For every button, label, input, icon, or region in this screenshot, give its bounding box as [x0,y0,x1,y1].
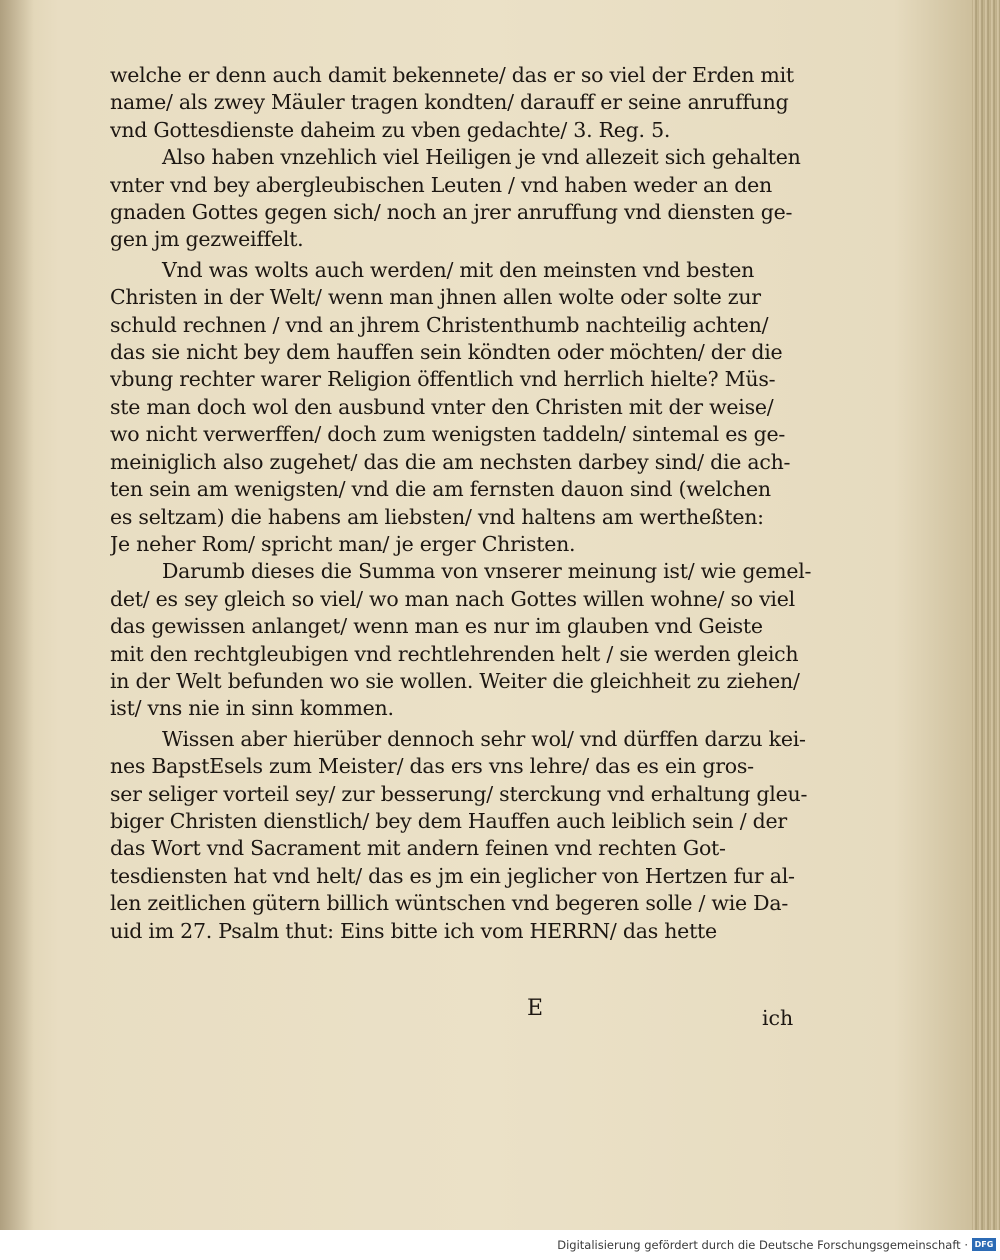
signature-mark: E [527,996,544,1021]
text-line: das Wort vnd Sacrament mit andern feinen vnd rechten Got- [110,836,726,861]
text-line: ste man doch wol den ausbund vnter den Christen mit der weise/ [110,394,774,419]
footer-bar [0,1230,1000,1260]
text-line: wo nicht verwerffen/ doch zum wenigsten taddeln/ sintemal es ge- [110,422,786,447]
text-line: biger Christen dienstlich/ bey dem Hauffen auch leiblich sein / der [110,808,787,833]
text-line: uid im 27. Psalm thut: Eins bitte ich vom HERRN/ das hette [110,918,717,943]
text-line: welche er denn auch damit bekennete/ das er so viel der Erden mit [110,63,794,87]
text-line: vbung rechter warer Religion öffentlich vnd herrlich hielte? Müs- [110,367,776,392]
text-line: Wissen aber hierüber dennoch sehr wol/ vnd dürffen darzu kei- [162,726,806,751]
text-line: nes BapstEsels zum Meister/ das ers vns lehre/ das es ein gros- [110,754,754,779]
funding-credit: Digitalisierung gefördert durch die Deutsche Forschungsgemeinschaft · [557,1238,968,1252]
text-line: das sie nicht bey dem hauffen sein köndten oder möchten/ der die [110,340,783,365]
text-line: det/ es sey gleich so viel/ wo man nach Gottes willen wohne/ so viel [110,586,795,611]
dfg-logo-icon: DFG [972,1238,996,1251]
text-line: Je neher Rom/ spricht man/ je erger Christen. [110,531,576,556]
text-line: len zeitlichen gütern billich wüntschen vnd begeren solle / wie Da- [110,891,789,916]
gutter-shadow [0,0,34,1230]
text-line: Vnd was wolts auch werden/ mit den meinsten vnd besten [162,257,755,282]
text-line: gnaden Gottes gegen sich/ noch an jrer anruffung vnd diensten ge- [110,200,793,225]
page-text [110,62,812,945]
text-line: schuld rechnen / vnd an jhrem Christenthumb nachteilig achten/ [110,312,769,337]
text-line: meiniglich also zugehet/ das die am nechsten darbey sind/ die ach- [110,449,791,474]
text-line: gen jm gezweiffelt. [110,227,304,252]
text-line: ist/ vns nie in sinn kommen. [110,696,394,721]
text-line: vnd Gottesdienste daheim zu vben gedachte/ 3. Reg. 5. [110,117,671,142]
text-line: ten sein am wenigsten/ vnd die am fernsten dauon sind (welchen [110,477,771,502]
text-line: Christen in der Welt/ wenn man jhnen allen wolte oder solte zur [110,285,761,310]
text-line: Also haben vnzehlich viel Heiligen je vnd allezeit sich gehalten [162,145,801,170]
catchword: ich [762,1006,794,1030]
text-line: es seltzam) die habens am liebsten/ vnd haltens am wertheßten: [110,504,764,529]
text-line: in der Welt befunden wo sie wollen. Weiter die gleichheit zu ziehen/ [110,668,800,693]
text-line: vnter vnd bey abergleubischen Leuten / vnd haben weder an den [110,172,772,197]
text-line: name/ als zwey Mäuler tragen kondten/ darauff er seine anruffung [110,90,789,115]
text-line: das gewissen anlanget/ wenn man es nur im glauben vnd Geiste [110,614,763,639]
text-line: Darumb dieses die Summa von vnserer meinung ist/ wie gemel- [162,559,812,584]
text-line: tesdiensten hat vnd helt/ das es jm ein jeglicher von Hertzen fur al- [110,863,795,888]
text-line: mit den rechtgleubigen vnd rechtlehrenden helt / sie werden gleich [110,641,799,666]
page-stack-edge [972,0,1000,1230]
text-line: ser seliger vorteil sey/ zur besserung/ sterckung vnd erhaltung gleu- [110,781,808,806]
